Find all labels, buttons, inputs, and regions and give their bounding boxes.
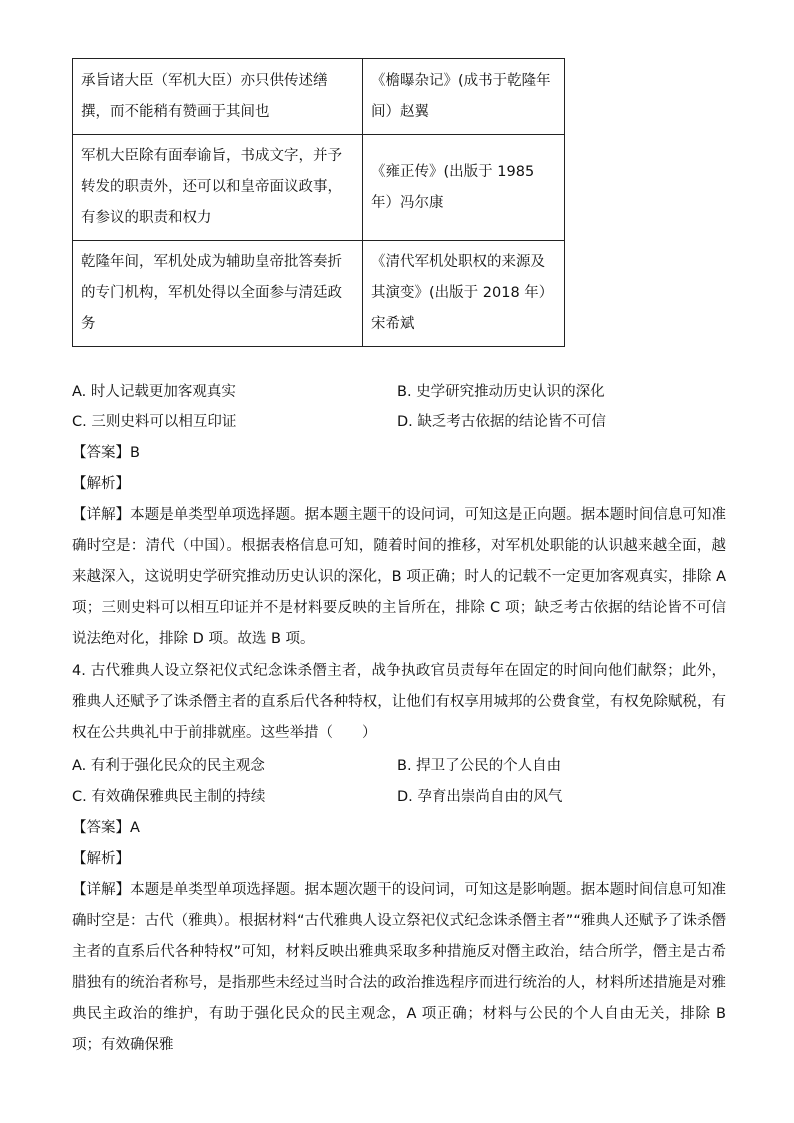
q4-option-d: D. 孕育出崇尚自由的风气 [397, 789, 563, 805]
q3-detail: 【详解】本题是单类型单项选择题。据本题主题干的设问词，可知这是正向题。据本题时间信息可知准确时空是：清代（中国）。根据表格信息可知，随着时间的推移，对军机处职能的认识越来越全面，越来越深入，这说明史学研究推动历史认识的深化，B 项正确；时人的记载不一定更加客观真实，排除 A 项；三则史料可以相互印证并不是材料要反映的主旨所在，排除 C 项；缺乏考古依据的结论皆不可信说法绝对化，排除 D 项。故选 B 项。 [72, 507, 726, 647]
table-cell-content: 乾隆年间，军机处成为辅助皇帝批答奏折的专门机构，军机处得以全面参与清廷政务 [73, 241, 363, 347]
q4-option-a: A. 有利于强化民众的民主观念 [72, 758, 265, 774]
q4-detail: 【详解】本题是单类型单项选择题。据本题次题干的设问词，可知这是影响题。据本题时间信息可知准确时空是：古代（雅典）。根据材料“古代雅典人设立祭祀仪式纪念诛杀僭主者”“雅典人还赋予了诛杀僭主者的直系后代各种特权”可知，材料反映出雅典采取多种措施反对僭主政治，结合所学，僭主是古希腊独有的统治者称号，是指那些未经过当时合法的政治推选程序而进行统治的人，材料所述措施是对雅典民主政治的维护，有助于强化民众的民主观念，A 项正确；材料与公民的个人自由无关，排除 B 项；有效确保雅 [72, 882, 726, 1053]
q4-analysis-label: 【解析】 [72, 851, 130, 867]
table-row [73, 135, 565, 241]
table-cell-content: 承旨诸大臣（军机大臣）亦只供传述缮撰，而不能稍有赞画于其间也 [73, 59, 363, 135]
q3-option-d: D. 缺乏考古依据的结论皆不可信 [397, 414, 606, 430]
q3-answer: 【答案】B [72, 445, 140, 461]
q4-stem: 4. 古代雅典人设立祭祀仪式纪念诛杀僭主者，战争执政官员责每年在固定的时间向他们献祭；此外，雅典人还赋予了诛杀僭主者的直系后代各种特权，让他们有权享用城邦的公费食堂，有权免除赋税，有权在公共典礼中于前排就座。这些举措（ ） [72, 663, 726, 741]
q3-options-row-2 [72, 407, 722, 437]
q4-options-row-2 [72, 782, 722, 812]
table-cell-source: 《檐曝杂记》(成书于乾隆年间）赵翼 [363, 59, 565, 135]
table-row [73, 59, 565, 135]
table-cell-content: 军机大臣除有面奉谕旨，书成文字，并予转发的职责外，还可以和皇帝面议政事，有参议的职责和权力 [73, 135, 363, 241]
q3-analysis-label: 【解析】 [72, 476, 130, 492]
q4-answer: 【答案】A [72, 820, 140, 836]
table-cell-source: 《清代军机处职权的来源及其演变》(出版于 2018 年）宋希斌 [363, 241, 565, 347]
q4-option-c: C. 有效确保雅典民主制的持续 [72, 789, 266, 805]
q3-options-row-1 [72, 377, 722, 407]
table-row [73, 241, 565, 347]
q3-option-b: B. 史学研究推动历史认识的深化 [397, 384, 605, 400]
q3-option-a: A. 时人记载更加客观真实 [72, 384, 236, 400]
q3-option-c: C. 三则史料可以相互印证 [72, 414, 237, 430]
source-table [72, 58, 565, 347]
table-cell-source: 《雍正传》(出版于 1985 年）冯尔康 [363, 135, 565, 241]
q4-options-row-1 [72, 751, 722, 781]
q4-option-b: B. 捍卫了公民的个人自由 [397, 758, 562, 774]
